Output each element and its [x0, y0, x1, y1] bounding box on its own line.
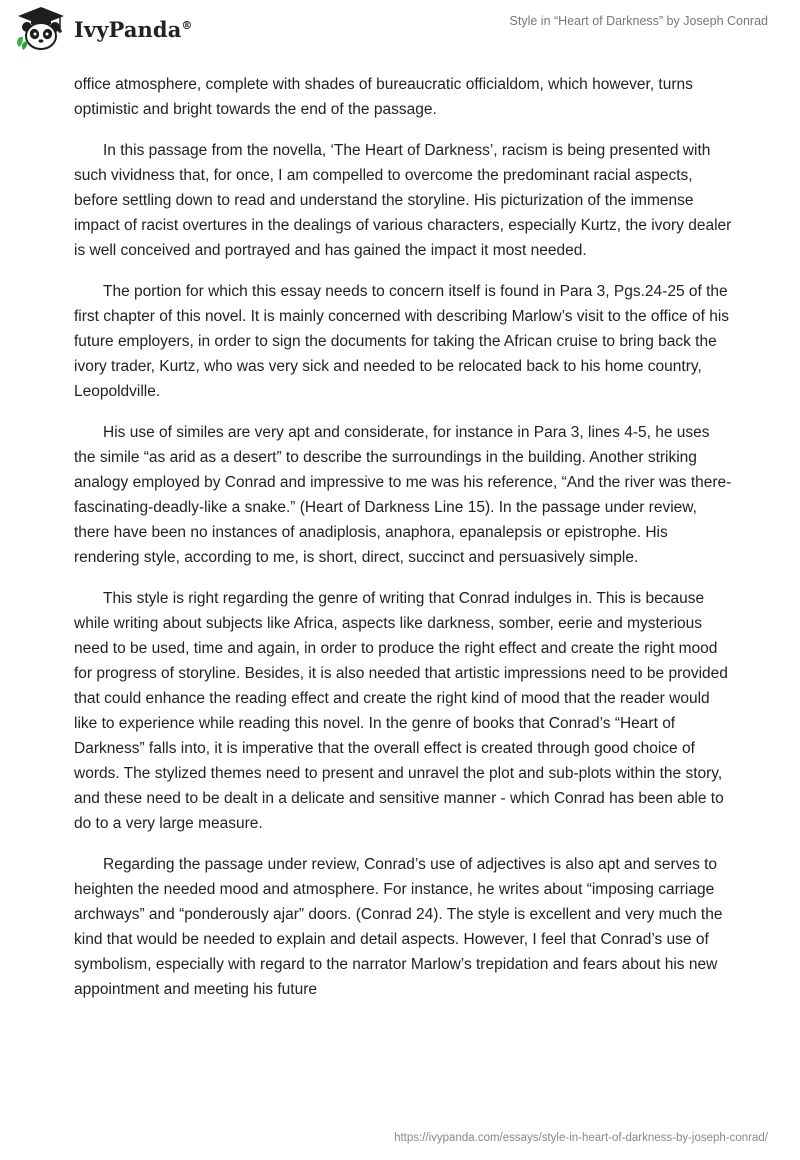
page-header [0, 0, 800, 64]
source-url[interactable]: https://ivypanda.com/essays/style-in-heart-of-darkness-by-joseph-conrad/ [394, 1132, 768, 1144]
paragraph: This style is right regarding the genre of writing that Conrad indulges in. This is because while writing about subjects like Africa, aspects like darkness, somber, eerie and mysterious need to be used, time and again, in order to produce the right effect and create the right mood for progress of storyline. Besides, it is also needed that artistic impressions need to be provided that could enhance the reading effect and create the right kind of mood that the reader would like to experience while reading this novel. In the genre of books that Conrad’s “Heart of Darkness” falls into, it is imperative that the overall effect is created through good choice of words. The stylized themes need to present and unravel the plot and sub-plots within the story, and these need to be dealt in a delicate and sensitive manner - which Conrad has been able to do to a very large measure. [74, 590, 728, 832]
paragraph: The portion for which this essay needs to concern itself is found in Para 3, Pgs.24-25 of the first chapter of this novel. It is mainly concerned with describing Marlow’s visit to the office of his future employers, in order to sign the documents for taking the African cruise to bring back the ivory trader, Kurtz, who was very sick and needed to be relocated back to his home country, Leopoldville. [74, 283, 730, 400]
paragraph-continuation: office atmosphere, complete with shades of bureaucratic officialdom, which however, turns optimistic and bright towards the end of the passage. [74, 76, 693, 118]
running-title: Style in “Heart of Darkness” by Joseph Conrad [509, 14, 768, 28]
essay-body [74, 72, 734, 1018]
brand-name: IvyPanda® [74, 16, 193, 42]
paragraph: His use of similes are very apt and considerate, for instance in Para 3, lines 4-5, he uses the simile “as arid as a desert” to describe the surroundings in the building. Another striking analogy employed by Conrad and impressive to me was his reference, “And the river was there- fascinating-deadly-like a snake.” (Heart of Darkness Line 15). In the passage under review, there have been no instances of anadiplosis, anaphora, epanalepsis or epistrophe. His rendering style, according to me, is short, direct, succinct and persuasively simple. [74, 424, 732, 566]
paragraph: Regarding the passage under review, Conrad’s use of adjectives is also apt and serves to heighten the needed mood and atmosphere. For instance, he writes about “imposing carriage archways” and “ponderously ajar” doors. (Conrad 24). The style is excellent and very much the kind that would be needed to explain and detail aspects. However, I feel that Conrad’s use of symbolism, especially with regard to the narrator Marlow’s trepidation and fears about his new appointment and meeting his future [74, 856, 723, 998]
ivypanda-logo[interactable] [14, 6, 193, 52]
paragraph: In this passage from the novella, ‘The Heart of Darkness’, racism is being presented with such vividness that, for once, I am compelled to overcome the predominant racial aspects, before settling down to read and understand the storyline. His picturization of the immense impact of racist overtures in the dealings of various characters, especially Kurtz, the ivory dealer is well conceived and portrayed and has gained the impact it most needed. [74, 142, 732, 259]
panda-graduate-icon [14, 6, 68, 52]
